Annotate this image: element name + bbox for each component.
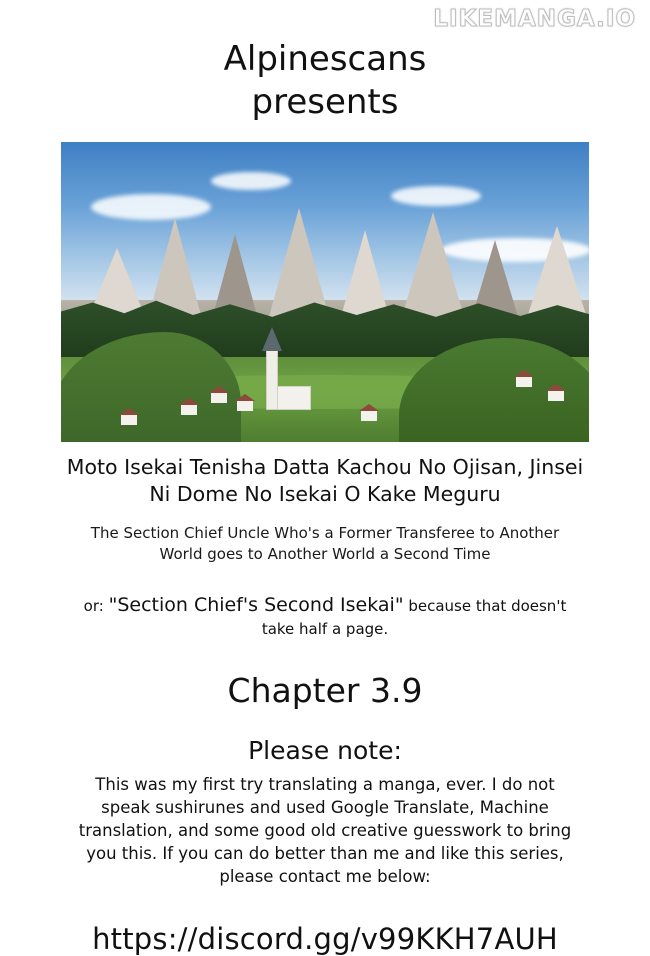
village-house — [516, 376, 532, 387]
note-line-5: please contact me below: — [219, 867, 431, 887]
series-romanized-title — [18, 454, 632, 509]
alt-title-quoted: "Section Chief's Second Isekai" — [108, 593, 404, 616]
group-name: Alpinescans — [223, 39, 427, 79]
site-watermark: LIKEMANGA.IO — [433, 6, 636, 32]
village-house — [548, 390, 564, 401]
alt-title-suffix-2: take half a page. — [261, 620, 389, 639]
series-english-title — [60, 523, 590, 566]
village-house — [121, 414, 137, 425]
alt-title-prefix: or: — [83, 596, 109, 615]
discord-invite-link[interactable]: https://discord.gg/v99KKH7AUH — [92, 922, 558, 956]
note-line-2: speak sushirunes and used Google Translate, Machine — [101, 797, 549, 817]
translator-note — [48, 773, 602, 888]
note-line-4: you this. If you can do better than me and like this series, — [86, 844, 564, 864]
chapter-number: Chapter 3.9 — [227, 670, 423, 710]
cover-artwork — [61, 142, 589, 442]
please-note-heading: Please note: — [248, 735, 402, 765]
presents-label: presents — [251, 81, 399, 122]
village-house — [237, 400, 253, 411]
note-line-3: translation, and some good old creative guesswork to bring — [78, 821, 572, 841]
village-house — [181, 404, 197, 415]
series-title-line-2: Ni Dome No Isekai O Kake Meguru — [149, 482, 501, 507]
note-line-1: This was my first try translating a manga, ever. I do not — [95, 774, 555, 794]
alt-title-suffix-1: because that doesn't — [403, 596, 567, 615]
series-english-line-1: The Section Chief Uncle Who's a Former Transferee to Another — [90, 524, 560, 542]
series-title-line-1: Moto Isekai Tenisha Datta Kachou No Ojisan, Jinsei — [66, 454, 584, 479]
series-alt-title — [50, 592, 600, 641]
church-building — [277, 386, 311, 410]
series-english-line-2: World goes to Another World a Second Time — [159, 545, 491, 564]
village-house — [211, 392, 227, 403]
village-house — [361, 410, 377, 421]
